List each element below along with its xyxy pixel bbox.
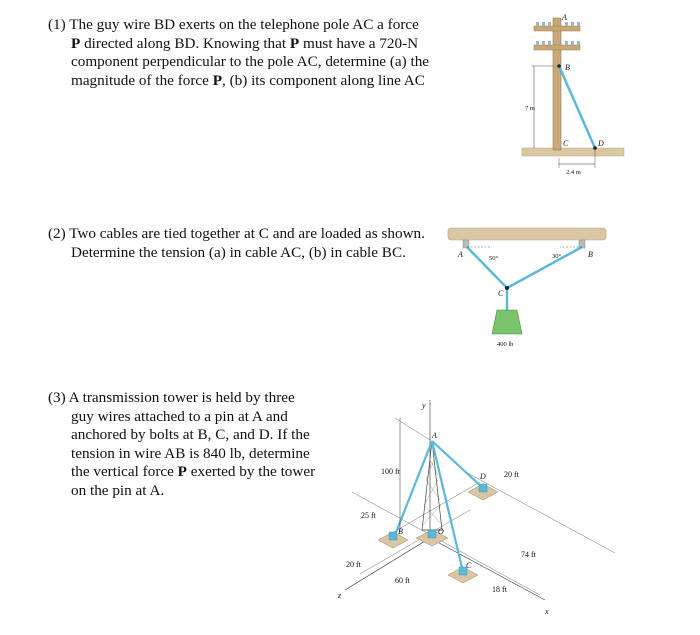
problem-3-line: on the pin at A.: [71, 481, 165, 499]
label-y: y: [422, 401, 426, 410]
problem-1-line: P directed along BD. Knowing that P must have a 720-N: [71, 34, 419, 52]
label-c: C: [498, 289, 504, 298]
label-a: A: [562, 13, 567, 22]
angle-30: 30°: [552, 253, 562, 260]
problem-2-line: (2) Two cables are tied together at C and are loaded as shown.: [48, 225, 425, 242]
dimension-74ft: 74 ft: [521, 550, 536, 559]
problem-3-line: (3) A transmission tower is held by three: [48, 389, 295, 406]
label-a: A: [458, 250, 463, 259]
anchor-c: [448, 567, 478, 583]
problem-3-line: anchored by bolts at B, C, and D. If the: [71, 426, 310, 444]
angle-50: 50°: [489, 255, 499, 262]
load-label: 400 lb: [497, 341, 514, 348]
label-b: B: [565, 63, 570, 72]
label-b: B: [398, 527, 403, 536]
label-d: D: [598, 139, 604, 148]
problem-1-line: magnitude of the force P, (b) its component along line AC: [71, 71, 425, 89]
problem-3-line: tension in wire AB is 840 lb, determine: [71, 444, 310, 462]
dimension-20ft-b: 20 ft: [346, 560, 361, 569]
dimension-20ft-d: 20 ft: [504, 470, 519, 479]
dimension-60ft: 60 ft: [395, 576, 410, 585]
label-b: B: [588, 250, 593, 259]
tower-lattice: [422, 441, 442, 530]
label-d: D: [480, 472, 486, 481]
problem-1-line: component perpendicular to the pole AC, determine (a) the: [71, 53, 430, 71]
problem-1-line: (1) The guy wire BD exerts on the telephone pole AC a force: [48, 16, 419, 33]
label-o: O: [438, 527, 444, 536]
axis-x: [430, 538, 545, 600]
problem-3-line: guy wires attached to a pin at A and: [71, 407, 288, 425]
guy-wire-ad: [432, 441, 483, 488]
anchor-b: [378, 532, 408, 548]
label-z: z: [338, 591, 342, 600]
dimension-7m: 7 m: [525, 105, 535, 112]
problem-3-line: the vertical force P exerted by the tower: [71, 463, 316, 481]
dimension-25ft: 25 ft: [361, 511, 376, 520]
dimension-18ft: 18 ft: [492, 585, 507, 594]
label-a: A: [432, 431, 437, 440]
dimension-100ft: 100 ft: [381, 467, 400, 476]
label-x: x: [545, 607, 549, 616]
label-c: C: [466, 561, 472, 570]
guy-wire-ac: [432, 441, 463, 572]
label-c: C: [563, 139, 569, 148]
dimension-2-4m: 2.4 m: [566, 169, 581, 176]
problem-2-line: Determine the tension (a) in cable AC, (b) in cable BC.: [71, 243, 406, 261]
